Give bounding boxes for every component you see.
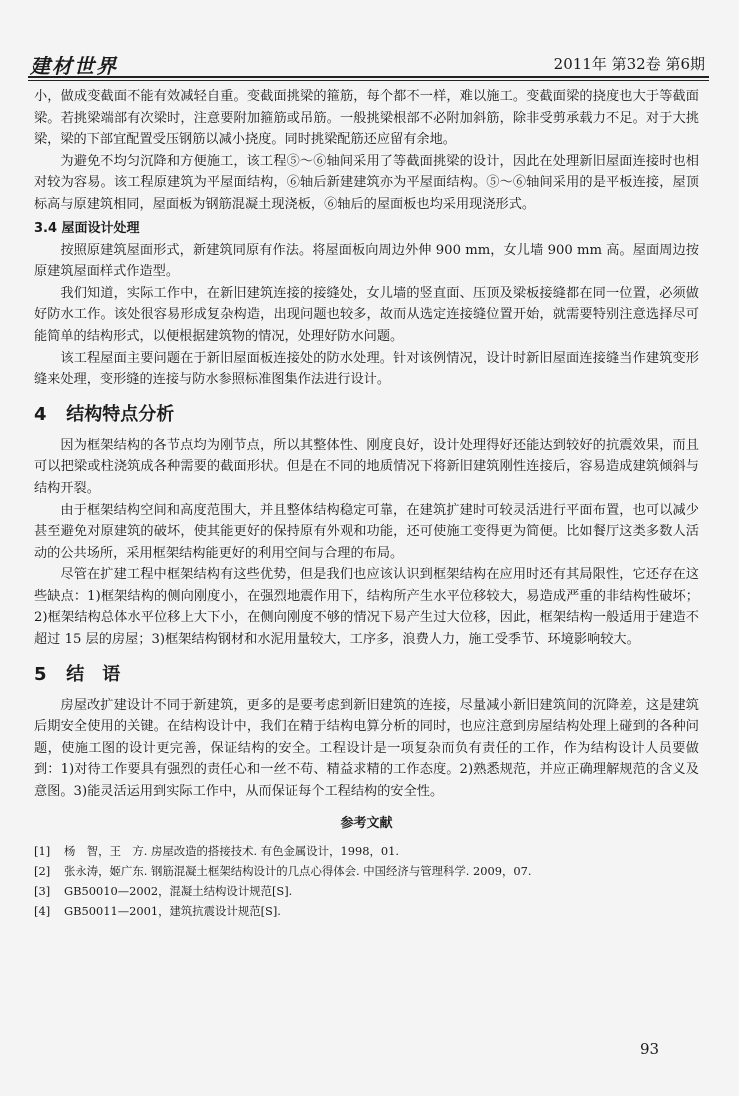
running-header [28, 44, 709, 76]
header-divider-thin [28, 80, 709, 81]
paragraph: 房屋改扩建设计不同于新建筑，更多的是要考虑到新旧建筑的连接，尽量减小新旧建筑间的沉降差，这是建筑后期安全使用的关键。在结构设计中，我们在精于结构电算分析的同时，也应注意到房屋结构处理上碰到的各种问题，使施工图的设计更完善，保证结构的安全。工程设计是一项复杂而负有责任的工作，作为结构设计人员要做到：1)对待工作要具有强烈的责任心和一丝不苟、精益求精的工作态度。2)熟悉规范，并应正确理解规范的含义及意图。3)能灵活运用到实际工作中，从而保证每个工程结构的安全性。 [34, 697, 699, 800]
paragraph: 尽管在扩建工程中框架结构有这些优势，但是我们也应该认识到框架结构在应用时还有其局限性，它还存在这些缺点：1)框架结构的侧向刚度小，在强烈地震作用下，结构所产生水平位移较大，易造成严重的非结构性破坏；2)框架结构总体水平位移上大下小，在侧向刚度不够的情况下易产生过大位移，因此，框架结构一般适用于建造不超过 15 层的房屋；3)框架结构钢材和水泥用量较大，工序多，浪费人力，施工受季节、环境影响较大。 [34, 567, 699, 648]
issue-info: 2011年 第32卷 第6期 [553, 55, 705, 73]
reference-item [34, 901, 699, 921]
reference-text: GB50011—2001，建筑抗震设计规范[S]. [64, 903, 281, 918]
paragraph: 小，做成变截面不能有效减轻自重。变截面挑梁的箍筋，每个都不一样，难以施工。变截面梁的挠度也大于等截面梁。若挑梁端部有次梁时，注意要附加箍筋或吊筋。一般挑梁根部不必附加斜筋，除非受剪承载力不足。对于大挑梁，梁的下部宜配置受压钢筋以减小挠度。同时挑梁配筋还应留有余地。 [34, 89, 699, 148]
references-title: 参考文献 [340, 815, 393, 831]
section-heading [34, 661, 699, 689]
reference-tag: [4] [34, 903, 51, 918]
reference-tag: [1] [34, 843, 51, 858]
reference-tag: [2] [34, 863, 51, 878]
reference-text: 张永涛，姬广东. 钢筋混凝土框架结构设计的几点心得体会. 中国经济与管理科学. 2009，07. [64, 863, 532, 878]
reference-item [34, 861, 699, 881]
reference-item [34, 841, 699, 861]
paragraph: 我们知道，实际工作中，在新旧建筑连接的接缝处，女儿墙的竖直面、压顶及梁板接缝都在同一位置，必须做好防水工作。该处很容易形成复杂构造，出现问题也较多，故而从选定连接缝位置开始，就需要特别注意选择尽可能简单的结构形式，以便根据建筑物的情况，处理好防水问题。 [34, 285, 699, 344]
reference-tag: [3] [34, 883, 51, 898]
paragraph: 该工程屋面主要问题在于新旧屋面板连接处的防水处理。针对该例情况，设计时新旧屋面连接缝当作建筑变形缝来处理，变形缝的连接与防水参照标准图集作法进行设计。 [34, 350, 699, 388]
section-number: 4 [34, 403, 47, 425]
section-title: 结构特点分析 [66, 403, 175, 425]
paragraph: 因为框架结构的各节点均为刚节点，所以其整体性、刚度良好，设计处理得好还能达到较好的抗震效果，而且可以把梁或柱浇筑成各种需要的截面形状。但是在不同的地质情况下将新旧建筑刚性连接后，容易造成建筑倾斜与结构开裂。 [34, 437, 699, 496]
section-number: 5 [34, 663, 47, 685]
reference-item [34, 881, 699, 901]
reference-text: 杨 智，王 方. 房屋改造的搭接技术. 有色金属设计，1998，01. [64, 843, 399, 858]
page-number: 93 [640, 1040, 660, 1058]
reference-text: GB50010—2002，混凝土结构设计规范[S]. [64, 883, 293, 898]
paragraph: 为避免不均匀沉降和方便施工，该工程⑤～⑥轴间采用了等截面挑梁的设计，因此在处理新旧屋面连接时也相对较为容易。该工程原建筑为平屋面结构，⑥轴后新建建筑亦为平屋面结构。⑤～⑥轴间采用的是平板连接，屋顶标高与原建筑相同，屋面板为钢筋混凝土现浇板，⑥轴后的屋面板也均采用现浇形式。 [34, 153, 699, 212]
header-divider [28, 76, 709, 78]
paragraph: 由于框架结构空间和高度范围大，并且整体结构稳定可靠，在建筑扩建时可较灵活进行平面布置，也可以减少甚至避免对原建筑的破坏，使其能更好的保持原有外观和功能，还可使施工变得更为简便。比如餐厅这类多数人活动的公共场所，采用框架结构能更好的利用空间与合理的布局。 [34, 502, 699, 561]
paragraph: 按照原建筑屋面形式，新建筑同原有作法。将屋面板向周边外伸 900 mm，女儿墙 900 mm 高。屋面周边按原建筑屋面样式作造型。 [34, 242, 699, 280]
section-title: 结 语 [66, 663, 121, 685]
section-heading [34, 401, 699, 429]
subsection-heading: 3.4 屋面设计处理 [34, 220, 140, 236]
journal-name: 建材世界 [30, 54, 118, 78]
article-body [34, 86, 699, 921]
